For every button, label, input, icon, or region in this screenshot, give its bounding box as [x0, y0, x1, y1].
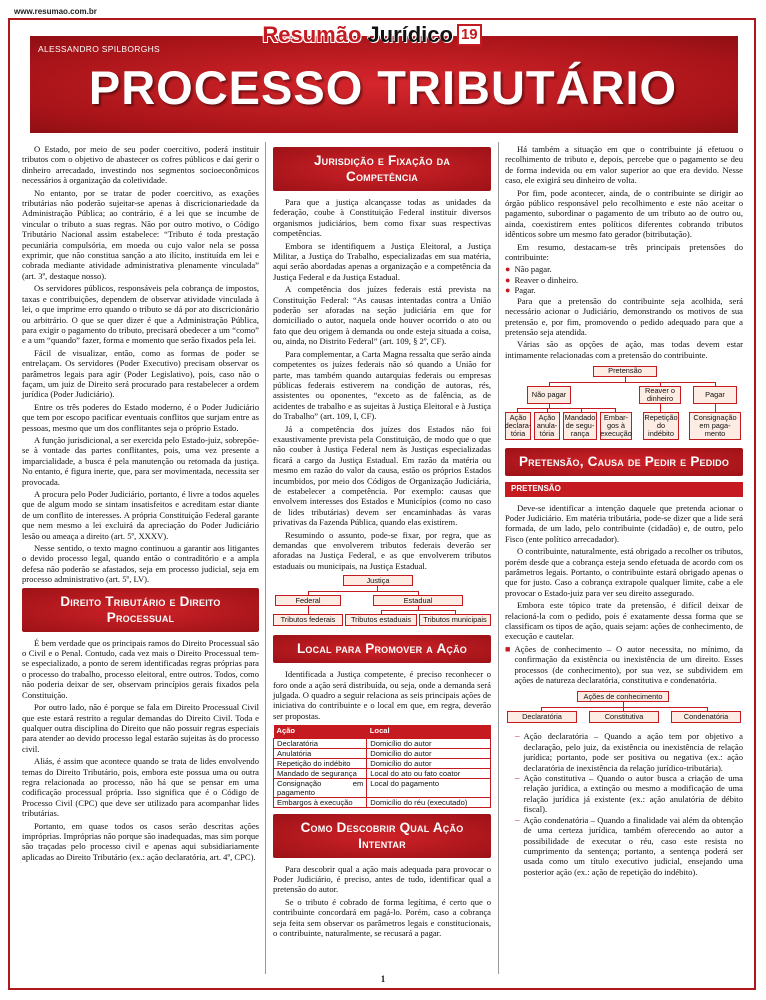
table-cell: Anulatória — [274, 748, 367, 758]
bullet-icon: ● — [505, 274, 511, 285]
bullet-icon: ● — [505, 285, 511, 296]
paragraph: No entanto, por se tratar de poder coercitivo, as exações tributárias não poderão sujeitar-se apenas à discricionariedade da Administração Pública; ao contrário, é a lei que se incumbe de vincular o tributo a suas regras. Não por outro motivo, o Código Tributário Nacional assim estabelece: “Tributo é toda prestação pecuniária compulsória, em moeda ou cujo valor nela se possa exprimir, que não constitua sanção a ato ilícito, instituída em lei e cobrada mediante atividade administrativa plenamente vinculada” (art. 3º, destaque nosso). — [22, 187, 259, 281]
column-2 — [273, 144, 491, 941]
table-row — [274, 778, 491, 797]
paragraph: Há também a situação em que o contribuinte já efetuou o recolhimento de tributo e, depois, percebe que o pagamento se deu de forma indevida ou em valor superior ao que era devido. Nesse caso, ele exigirá seu dinheiro de volta. — [505, 144, 743, 186]
diagram-leaf: Mandado de segu-rança — [564, 412, 596, 439]
dash-icon: – — [515, 773, 520, 784]
column-divider — [265, 142, 266, 974]
table-cell: Embargos à execução — [274, 797, 367, 807]
brand-logo — [239, 22, 505, 48]
paragraph: O contribuinte, naturalmente, está obrigado a recolher os tributos, porém desde que a cobrança esteja sendo efetuada de acordo com os parâmetros legais. Portanto, o contribuinte estará obrigado apenas o que for justo. Caso a cobrança extrapole qualquer limite, cabe a ele provocar o Estado-juiz para ver seu direito assegurado. — [505, 546, 743, 598]
diagram-node-justica: Justiça — [343, 575, 413, 586]
paragraph: O Estado, por meio de seu poder coercitivo, poderá instituir tributos com o objetivo de abastecer os cofres públicos e daí gerir o dinheiro arrecadado, investindo nos segmentos socioeconômicos necessários à organização da coletividade. — [22, 144, 259, 186]
pretensao-diagram — [505, 366, 743, 442]
section-header-como-descobrir: Como Descobrir Qual Ação Intentar — [273, 814, 491, 858]
paragraph: Entre os três poderes do Estado moderno, é o Poder Judiciário que tem por escopo pacificar eventuais conflitos que surjam entre as pessoas, mesmo que um dos conflitantes seja o próprio Estado. — [22, 401, 259, 433]
bullet-icon: ● — [505, 264, 511, 275]
conhecimento-diagram — [505, 691, 743, 725]
diagram-leaf: Declaratória — [507, 711, 577, 723]
paragraph: A função jurisdicional, a ser exercida pelo Estado-juiz, sobrepõe-se à vontade das partes conflitantes, pois, uma vez presente a imparcialidade, a busca é pela manutenção ou retomada da justiça. No entanto, é figura inerte, que, para ser movimentada, necessita ser provocada. — [22, 434, 259, 487]
diagram-leaf: Consignação em paga-mento — [689, 412, 741, 440]
diagram-connector — [715, 404, 716, 412]
paragraph: Embora este tópico trate da pretensão, é difícil deixar de relacioná-la com o pedido, pois é exatamente dessa forma que se classificam os tipos de ação, quais sejam: ações de conhecimento, de execução e cautelar. — [505, 600, 743, 642]
list-item: – Ação condenatória – Quando a finalidade vai além da obtenção de uma certeza jurídica, também oferecendo ao autor a possibilidade de executar o réu, caso este resista no cumprimento da sentença; portanto, a sentença poderá ser usada como um título executivo judicial, ensejando uma posterior ação (ex.: ação de repetição do indébito). — [515, 814, 743, 877]
site-url: www.resumao.com.br — [14, 7, 97, 16]
paragraph: Para descobrir qual a ação mais adequada para provocar o Poder Judiciário, é preciso, antes de tudo, identificar qual a pretensão do autor. — [273, 863, 491, 895]
paragraph: Por outro lado, não é porque se fala em Direito Processual Civil que este estará restrito a regular demandas do Direito Civil. Toda e qualquer outra disciplina do Direito que não possuir regras especiais para atender ao devido processo legal estarão sujeitas às do processo civil. — [22, 702, 259, 754]
dash-icon: – — [515, 731, 520, 742]
paragraph: Portanto, em quase todos os casos serão descritas ações impróprias. Impróprias não porque são inadequadas, mas sim porque são traçadas pelo processo civil e apenas aqui subsidiariamente aplicadas ao Direito Tributário (ex.: ação declaratória, art. 4º, CPC). — [22, 820, 259, 862]
table-cell: Domicílio do autor — [367, 738, 491, 748]
table-cell: Repetição do indébito — [274, 758, 367, 768]
section-header-local: Local para Promover a Ação — [273, 635, 491, 663]
paragraph: Fácil de visualizar, então, como as formas de poder se entrelaçam. Os servidores (Poder Executivo) precisam observar os parâmetros legais para agir (Poder Legislativo), pois, caso não o façam, um juiz de Direito será procurado para restabelecer a ordem jurídica (Poder Judiciário). — [22, 347, 259, 400]
paragraph: Se o tributo é cobrado de forma legítima, é certo que o contribuinte concordará em pagá-lo. Porém, caso a cobrança seja feita sem observar os parâmetros legais e constitucionais, o contribuinte, naturalmente, se recusará a pagar. — [273, 896, 491, 939]
paragraph: Resumindo o assunto, pode-se fixar, por regra, que as demandas que envolverem tributos federais deverão ser aforadas na Justiça Federal, e as que envolverem tributos estaduais ou municipais, na Justiça Estadual. — [273, 529, 491, 571]
table-cell: Declaratória — [274, 738, 367, 748]
diagram-connector — [308, 591, 418, 592]
diagram-leaf: Condenatória — [671, 711, 741, 723]
page-number: 1 — [380, 974, 386, 984]
diagram-node: Pagar — [693, 386, 737, 404]
diagram-node: Não pagar — [527, 386, 571, 404]
diagram-node-pretensao: Pretensão — [593, 366, 657, 377]
list-item: ● Pagar. — [505, 285, 536, 296]
diagram-node-acoes: Ações de conhecimento — [577, 691, 669, 702]
table-row — [274, 758, 491, 768]
diagram-leaf: Constitutiva — [589, 711, 659, 723]
paragraph: Identificada a Justiça competente, é preciso reconhecer o foro onde a ação será distribuída, ou seja, onde a demanda será julgada. O quadro a seguir relaciona as seis principais ações de iniciativa do contribuinte e o local em que, em regra, deverão ser propostas. — [273, 669, 491, 721]
author: ALESSANDRO SPILBORGHS — [38, 44, 161, 54]
paragraph: Os servidores públicos, responsáveis pela cobrança de impostos, taxas e contribuições, dependem de observar atividade vinculada à lei, o que imprime erro quando o tributo se dá por ato discricionário ou arbitrário. O que se quer dizer é que a Administração Pública, para exigir o pagamento do tributo, precisará obedecer a um “como” e a um “quando” fazer, forma e momento que serão fixados pela lei. — [22, 283, 259, 346]
list-item: – Ação declaratória – Quando a ação tem por objetivo a declaração, pelo juiz, da existência ou inexistência de relação jurídica; portanto, pode ser positiva ou negativa (ex.: ação declaratória de inexistência da relação jurídico-tributária). — [515, 731, 743, 773]
diagram-leaf: Tributos municipais — [419, 614, 491, 626]
paragraph: Aliás, é assim que acontece quando se trata de lides envolvendo temas do Direito Tributário, pois, embora este possua uma ou outra regra relacionada ao processo, não há que se pensar em uma codificação processual própria. Isso significa que é o Código de Processo Civil (CPC) que deve ser utilizado para acompanhar lides tributárias. — [22, 756, 259, 819]
diagram-leaf: Tributos federais — [273, 614, 343, 626]
diagram-node-federal: Federal — [275, 595, 341, 606]
diagram-connector — [541, 707, 707, 708]
paragraph: Deve-se identificar a intenção daquele que pretenda acionar o Poder Judiciário. Em matéria tributária, pode-se dizer que a lide será formada, de um lado, pelo contribuinte (cidadão) e, de outro, pelo Fisco (ente político arrecadador). — [505, 502, 743, 544]
section-header-pretensao-causa: Pretensão, Causa de Pedir e Pedido — [505, 448, 743, 476]
brand-number: 19 — [457, 24, 482, 46]
paragraph: Para que a justiça alcançasse todas as unidades da federação, coube à Constituição Federal instituir diversos organismos judiciários, bem como fixar suas respectivas competências. — [273, 197, 491, 239]
page-title: PROCESSO TRIBUTÁRIO — [88, 61, 678, 114]
table-row — [274, 748, 491, 758]
paragraph: Em resumo, destacam-se três principais pretensões do contribuinte: — [505, 241, 743, 263]
table-row — [274, 738, 491, 748]
bullet-icon: ■ — [505, 643, 511, 654]
justice-diagram — [273, 575, 491, 629]
column-1 — [22, 144, 259, 864]
paragraph: A competência dos juízes federais está prevista na Constituição Federal: “As causas intentadas contra a União poderão ser aforadas na seção judiciária em que for domiciliado o autor, naquela onde houver ocorrido o ato ou fato que deu origem à demanda ou onde esteja situada a coisa, ou, ainda, no Distrito Federal” (art. 109, § 2º, CF). — [273, 284, 491, 347]
paragraph: Embora se identifiquem a Justiça Eleitoral, a Justiça Militar, a Justiça do Trabalho, especializadas em sua matéria, aqui serão abordadas apenas a organização e a competência da Justiça Federal e da Justiça Estadual. — [273, 240, 491, 282]
paragraph: Para que a pretensão do contribuinte seja acolhida, será necessário acionar o Judiciário, demonstrando os motivos de sua pretensão e, por fim, promovendo o pedido adequado para que a pretensão seja atendida. — [505, 295, 743, 337]
diagram-connector — [308, 606, 309, 614]
paragraph: Por fim, pode acontecer, ainda, de o contribuinte se dirigir ao órgão público responsável pelo recolhimento e este não aceitar o pagamento, subordinar o pagamento de um tributo ao de outro ou, ainda, coexistirem entes políticos diferentes cobrando tributos idênticos sobre um mesmo fato gerador (bitributação). — [505, 187, 743, 240]
subheader-pretensao: PRETENSÃO — [505, 482, 743, 496]
diagram-connector — [549, 382, 715, 383]
action-location-table — [273, 725, 491, 807]
diagram-leaf: Ação declara-tória — [504, 412, 532, 439]
table-cell: Local do ato ou fato coator — [367, 768, 491, 778]
list-item: – Ação constitutiva – Quando o autor busca a criação de uma relação jurídica, a extinção ou mesmo a modificação de uma relação jurídica já existente (ex.: ação anulatória de débito fiscal). — [515, 773, 743, 815]
paragraph: É bem verdade que os principais ramos do Direito Processual são o Civil e o Penal. Contudo, cada vez mais o Direito Processual tem-se especializado, a ponto de serem identificadas regras próprias para o processo do trabalho, processo eleitoral, entre outros. Todos, como não poderia deixar de ser, observam princípios gerais fixados pela Constituição. — [22, 637, 259, 700]
paragraph: A procura pelo Poder Judiciário, portanto, é livre a todos aqueles que de algum modo se sintam insatisfeitos e acreditam estar diante de um conflito de interesses. A própria Constituição Federal garante que nem mesmo a lei excluirá da apreciação do Poder Judiciário lesão ou ameaça a direito (art. 5º, XXXV). — [22, 489, 259, 541]
dash-icon: – — [515, 814, 520, 825]
diagram-connector — [381, 610, 455, 611]
diagram-leaf: Repetição do indébito — [644, 412, 678, 439]
column-divider — [498, 142, 499, 974]
diagram-node: Reaver o dinheiro — [639, 386, 681, 404]
table-cell: Domicílio do autor — [367, 758, 491, 768]
table-header: Ação — [274, 725, 367, 738]
diagram-connector — [660, 404, 661, 412]
paragraph: Nesse sentido, o texto magno continuou a garantir aos litigantes o devido processo legal, quando então o contraditório e a ampla defesa não poderão se afastados, seja em processo judicial, seja em processo administrativo (art. 5º, LV). — [22, 543, 259, 585]
diagram-leaf: Ação anula-tória — [534, 412, 560, 440]
paragraph: Várias são as opções de ação, mas todas devem estar intimamente relacionadas com a pretensão do contribuinte. — [505, 339, 743, 360]
table-cell: Mandado de segurança — [274, 768, 367, 778]
section-header-jurisdicao: Jurisdição e Fixação da Competência — [273, 147, 491, 191]
table-header: Local — [367, 725, 491, 738]
table-row — [274, 797, 491, 807]
list-item: ■ Ações de conhecimento – O autor necessita, no mínimo, da confirmação da existência ou inexistência de um direito. Esses processos (de conhecimento), por sua vez, se subdividem em ações de natureza declaratória, constitutiva e condenatória. — [505, 643, 743, 686]
section-header-direito-tributario: Direito Tributário e Direito Processual — [22, 588, 259, 632]
diagram-node-estadual: Estadual — [373, 595, 463, 606]
list-item: ● Reaver o dinheiro. — [505, 274, 579, 285]
list-item: ● Não pagar. — [505, 264, 552, 275]
paragraph: Já a competência dos juízes dos Estados não foi exaustivamente prevista pela Constituição, de modo que o que não couber à Justiça Federal nem às Justiças especializadas ficará a cargo da Justiça Estadual. Em razão da matéria ou mesmo em razão do valor da causa, estão os próprios Estados incumbidos, por meio dos Códigos de Organização Judiciária, de estabelecer a competência. Por exemplo: causas que envolvem interesses dos Estados e Municípios (como no caso de lides tributárias) devem ser encaminhadas às varas privativas da Fazenda Pública, quando elas existirem. — [273, 423, 491, 528]
table-cell: Local do pagamento — [367, 778, 491, 797]
brand-part2: Jurídico — [367, 22, 453, 47]
table-cell: Consignação em pagamento — [274, 778, 367, 797]
table-cell: Domicílio do réu (executado) — [367, 797, 491, 807]
diagram-leaf: Embar-gos à execução — [600, 412, 632, 439]
paragraph: Para complementar, a Carta Magna ressalta que serão ainda competentes os juízes federais não só quando a União for parte, mas também quando autarquias federais ou empresas públicas federais estiverem na condição de autoras, rés, assistentes ou oponentes, “exceto as de falência, as de acidentes de trabalho e as sujeitas à Justiça Eleitoral e à Justiça do Trabalho” (art. 109, I, CF). — [273, 348, 491, 422]
table-row — [274, 768, 491, 778]
column-3 — [505, 144, 743, 877]
table-cell: Domicílio do autor — [367, 748, 491, 758]
diagram-leaf: Tributos estaduais — [345, 614, 417, 626]
brand-part1: Resumão — [262, 22, 362, 47]
diagram-connector — [517, 408, 615, 409]
